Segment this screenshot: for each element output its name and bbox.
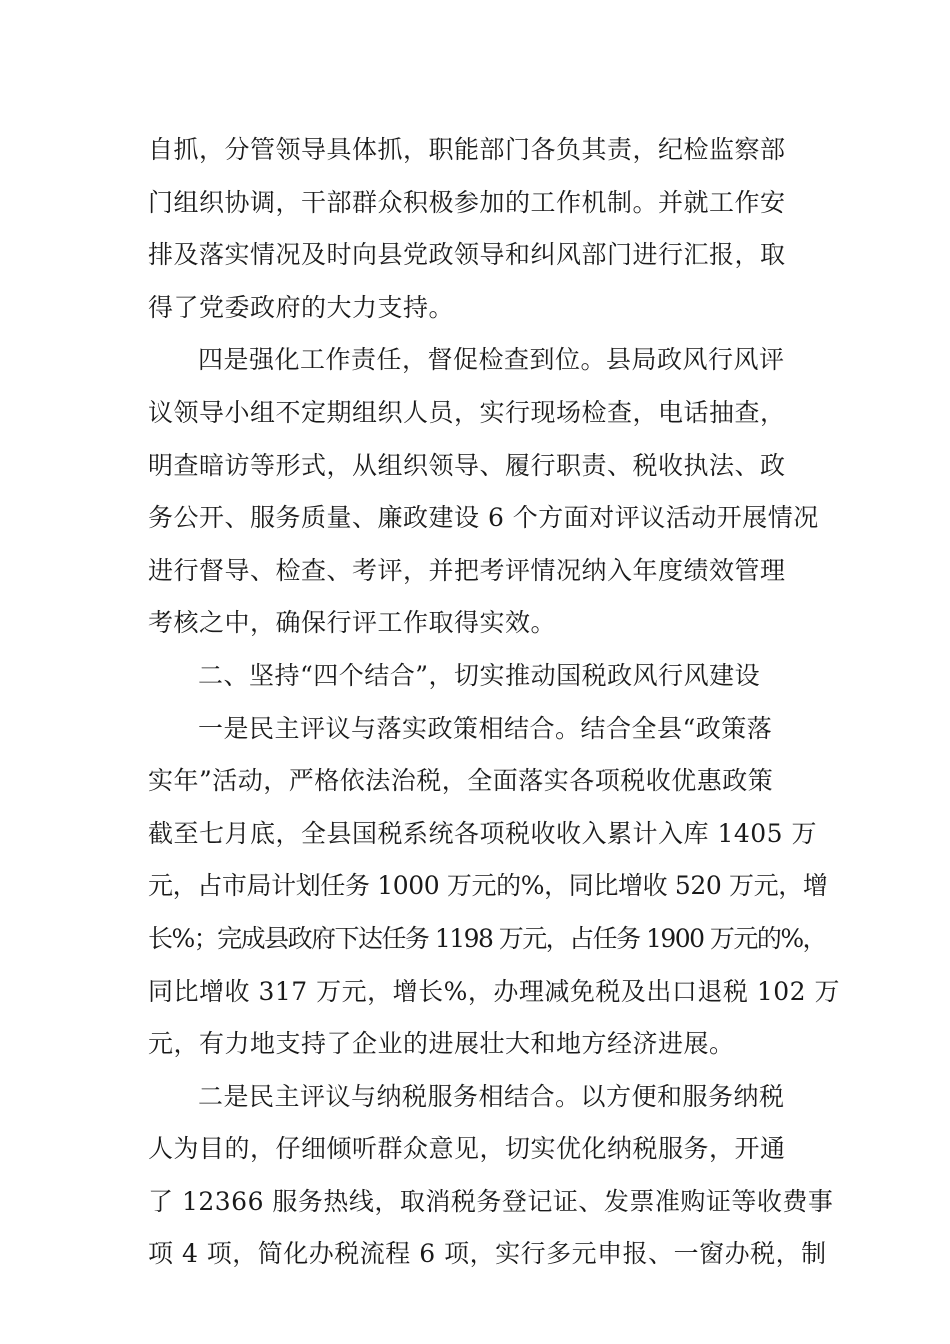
text-line: 实年”活动，严格依法治税，全面落实各项税收优惠政策 (148, 766, 774, 796)
text-line: 元，占市局计划任务 1000 万元的%，同比增收 520 万元，增 (148, 871, 828, 901)
paragraph-first-line: 二是民主评议与纳税服务相结合。以方便和服务纳税 (198, 1081, 785, 1111)
text-line: 元，有力地支持了企业的进展壮大和地方经济进展。 (148, 1029, 735, 1059)
text-line: 排及落实情况及时向县党政领导和纠风部门进行汇报，取 (148, 240, 786, 270)
text-line: 同比增收 317 万元，增长%，办理减免税及出口退税 102 万 (148, 976, 840, 1006)
text-line: 了 12366 服务热线，取消税务登记证、发票准购证等收费事 (148, 1186, 834, 1216)
text-line: 议领导小组不定期组织人员，实行现场检查，电话抽查， (148, 397, 786, 427)
text-line: 门组织协调，干部群众积极参加的工作机制。并就工作安 (148, 187, 786, 217)
text-line: 务公开、服务质量、廉政建设 6 个方面对评议活动开展情况 (148, 503, 819, 533)
paragraph-first-line: 一是民主评议与落实政策相结合。结合全县“政策落 (198, 713, 773, 743)
text-line: 得了党委政府的大力支持。 (148, 292, 455, 322)
document-body (148, 128, 840, 1285)
paragraph-first-line: 四是强化工作责任，督促检查到位。县局政风行风评 (198, 345, 785, 375)
text-line: 项 4 项，简化办税流程 6 项，实行多元申报、一窗办税，制 (148, 1239, 827, 1269)
text-line: 进行督导、检查、考评，并把考评情况纳入年度绩效管理 (148, 555, 786, 585)
text-line: 截至七月底，全县国税系统各项税收收入累计入库 1405 万 (148, 818, 818, 848)
text-line: 人为目的，仔细倾听群众意见，切实优化纳税服务，开通 (148, 1134, 786, 1164)
text-line: 长%；完成县政府下达任务 1198 万元，占任务 1900 万元的%， (148, 923, 827, 953)
paragraph-first-line: 二、坚持“四个结合”，切实推动国税政风行风建设 (198, 660, 761, 690)
text-line: 明查暗访等形式，从组织领导、履行职责、税收执法、政 (148, 450, 786, 480)
text-line: 自抓，分管领导具体抓，职能部门各负其责，纪检监察部 (148, 135, 786, 164)
text-line: 考核之中，确保行评工作取得实效。 (148, 608, 557, 638)
